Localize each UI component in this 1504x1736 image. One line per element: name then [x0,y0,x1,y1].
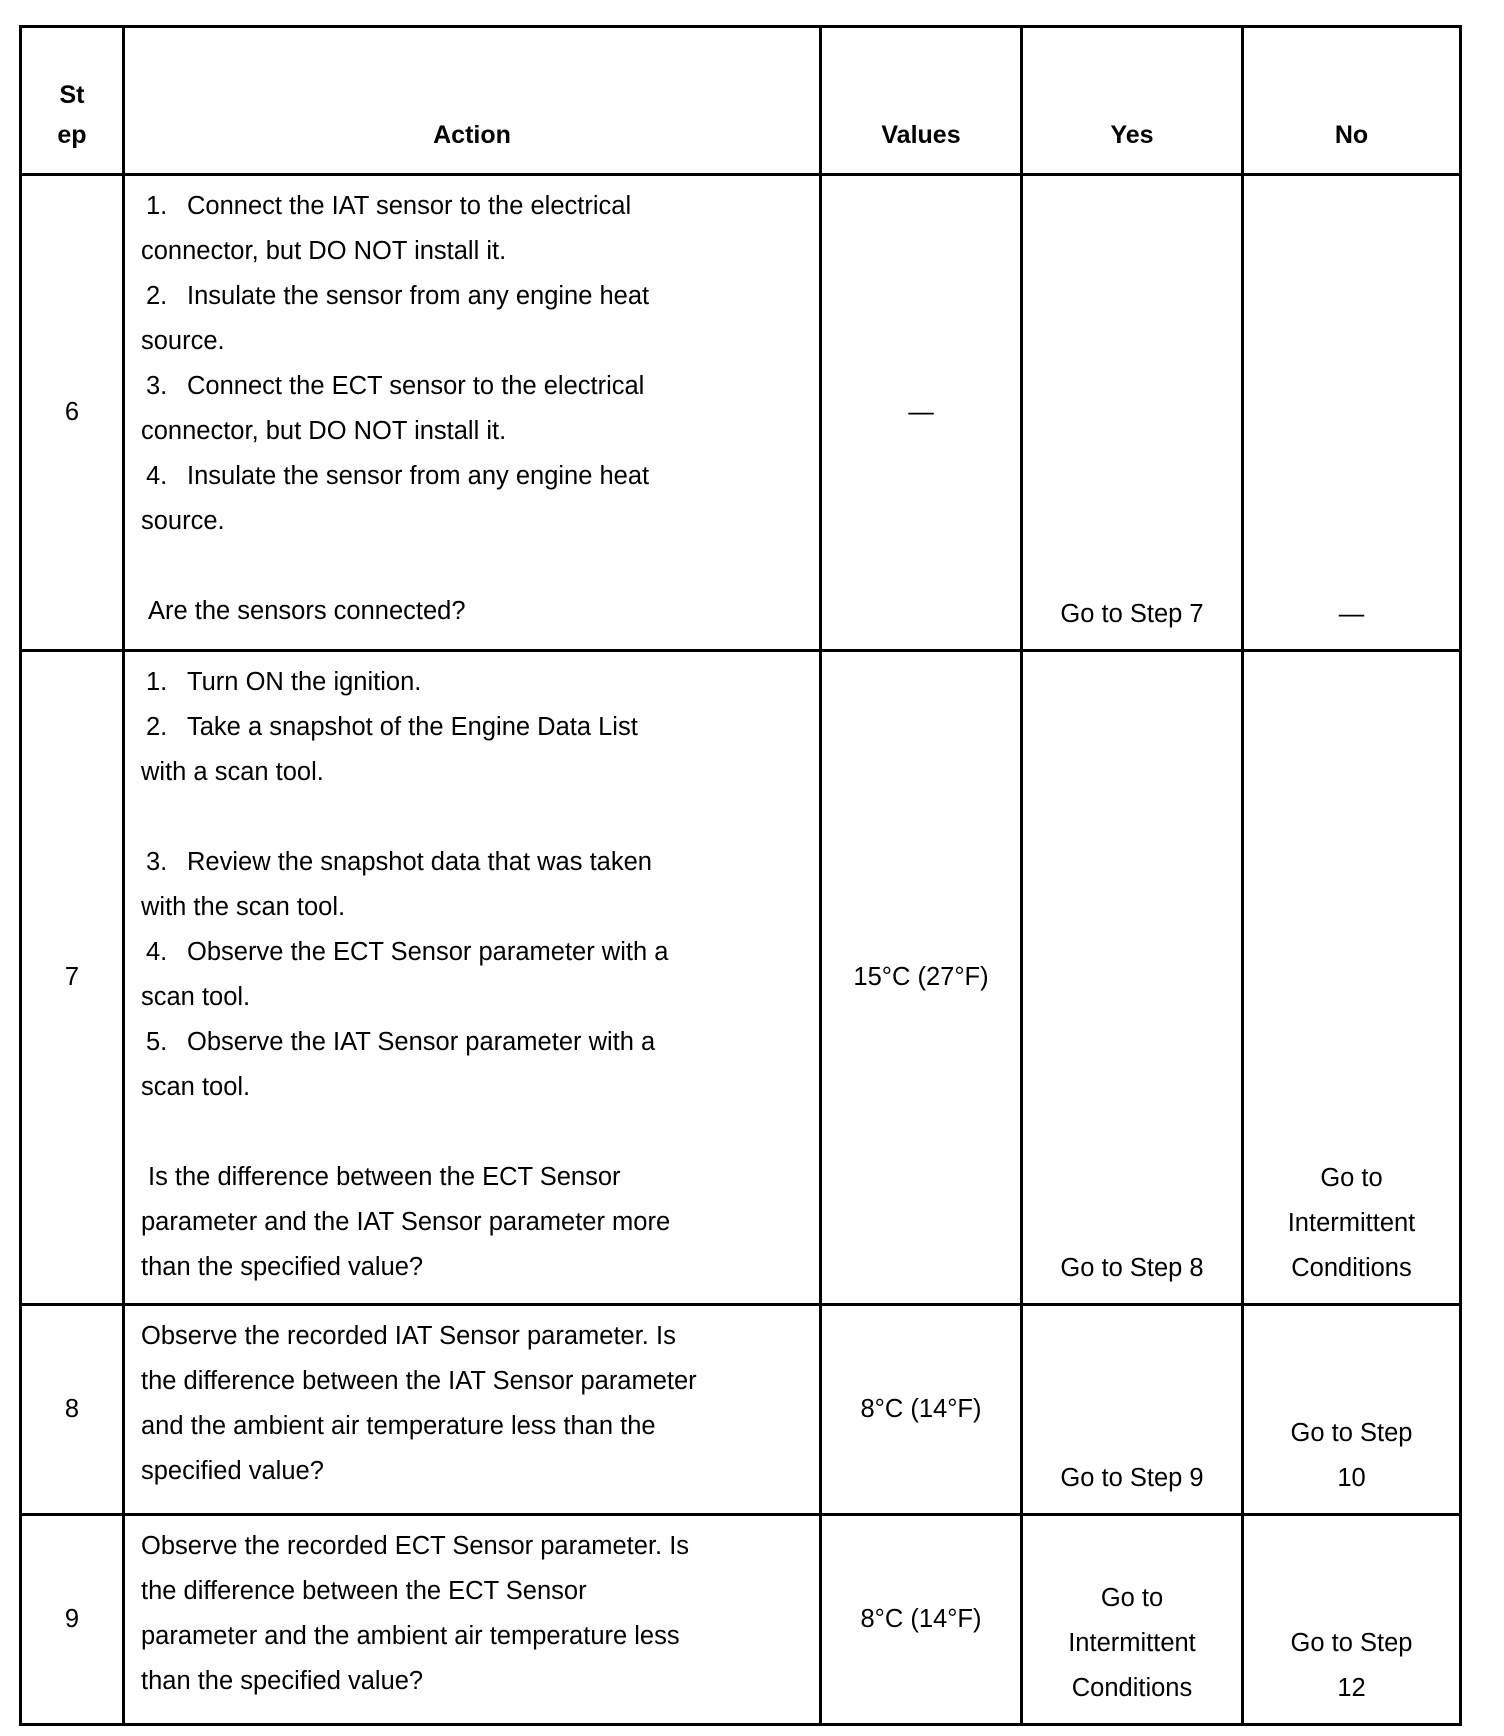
action-line: 3. Connect the ECT sensor to the electrical [146,372,645,400]
header-values: Values [821,27,1022,175]
no-line: Go to Step [1290,1419,1413,1447]
action-line: 4. Observe the ECT Sensor parameter with a [146,938,669,966]
header-step-line2: ep [57,121,87,149]
yes-cell [1022,1305,1243,1515]
no-cell [1243,1515,1461,1725]
yes-line: Conditions [1071,1674,1193,1702]
step-number: 7 [21,651,124,1305]
action-line: source. [141,327,225,355]
action-question: than the specified value? [141,1253,424,1281]
action-question: Are the sensors connected? [148,597,466,625]
action-cell [124,175,821,651]
no-line: Conditions [1291,1254,1412,1282]
table-row-step-6 [21,175,1461,651]
action-line: source. [141,507,225,535]
action-line: with the scan tool. [141,893,346,921]
no-cell [1243,175,1461,651]
no-line: Intermittent [1287,1209,1416,1237]
no-cell [1243,1305,1461,1515]
header-yes: Yes [1022,27,1243,175]
action-cell [124,651,821,1305]
action-line: 3. Review the snapshot data that was taken [146,848,652,876]
action-line: and the ambient air temperature less than the [141,1412,656,1440]
header-step-line1: St [59,81,85,109]
action-line: 2. Take a snapshot of the Engine Data List [146,713,638,741]
action-line: Observe the recorded IAT Sensor parameter. Is [141,1322,676,1350]
action-line: 5. Observe the IAT Sensor parameter with a [146,1028,656,1056]
yes-cell [1022,651,1243,1305]
action-line: 1. Connect the IAT sensor to the electrical [146,192,632,220]
no-line: Go to Step [1290,1629,1413,1657]
diagnostic-table [19,25,1462,1726]
header-row [21,27,1461,175]
value-cell: 8°C (14°F) [821,1305,1022,1515]
action-cell [124,1305,821,1515]
yes-line: Go to Step 7 [1060,600,1204,628]
table-row-step-9 [21,1515,1461,1725]
no-line: 12 [1337,1674,1366,1702]
table-row-step-7 [21,651,1461,1305]
action-line: the difference between the IAT Sensor parameter [141,1367,697,1395]
action-line: connector, but DO NOT install it. [141,417,507,445]
step-number: 8 [21,1305,124,1515]
action-line: than the specified value? [141,1667,424,1695]
step-number: 6 [21,175,124,651]
yes-cell [1022,175,1243,651]
action-line: specified value? [141,1457,324,1485]
action-line: 2. Insulate the sensor from any engine heat [146,282,650,310]
table-row-step-8 [21,1305,1461,1515]
action-cell [124,1515,821,1725]
action-line: scan tool. [141,1073,251,1101]
header-no: No [1243,27,1461,175]
action-question: Is the difference between the ECT Sensor [148,1163,621,1191]
action-question: parameter and the IAT Sensor parameter more [141,1208,671,1236]
no-line: — [1338,600,1365,628]
step-number: 9 [21,1515,124,1725]
action-line: 4. Insulate the sensor from any engine heat [146,462,650,490]
action-line: connector, but DO NOT install it. [141,237,507,265]
yes-line: Go to [1100,1584,1164,1612]
yes-line: Go to Step 8 [1060,1254,1204,1282]
no-line: Go to [1320,1164,1383,1192]
action-line: Observe the recorded ECT Sensor parameter. Is [141,1532,690,1560]
yes-cell [1022,1515,1243,1725]
value-cell: 15°C (27°F) [821,651,1022,1305]
action-line: with a scan tool. [141,758,324,786]
header-action: Action [124,27,821,175]
no-line: 10 [1337,1464,1366,1492]
action-line: scan tool. [141,983,251,1011]
action-line: the difference between the ECT Sensor [141,1577,587,1605]
yes-line: Go to Step 9 [1060,1464,1204,1492]
action-line: parameter and the ambient air temperature less [141,1622,680,1650]
header-step [21,27,124,175]
no-cell [1243,651,1461,1305]
action-line: 1. Turn ON the ignition. [146,668,422,696]
value-cell: 8°C (14°F) [821,1515,1022,1725]
value-cell: — [821,175,1022,651]
yes-line: Intermittent [1068,1629,1196,1657]
